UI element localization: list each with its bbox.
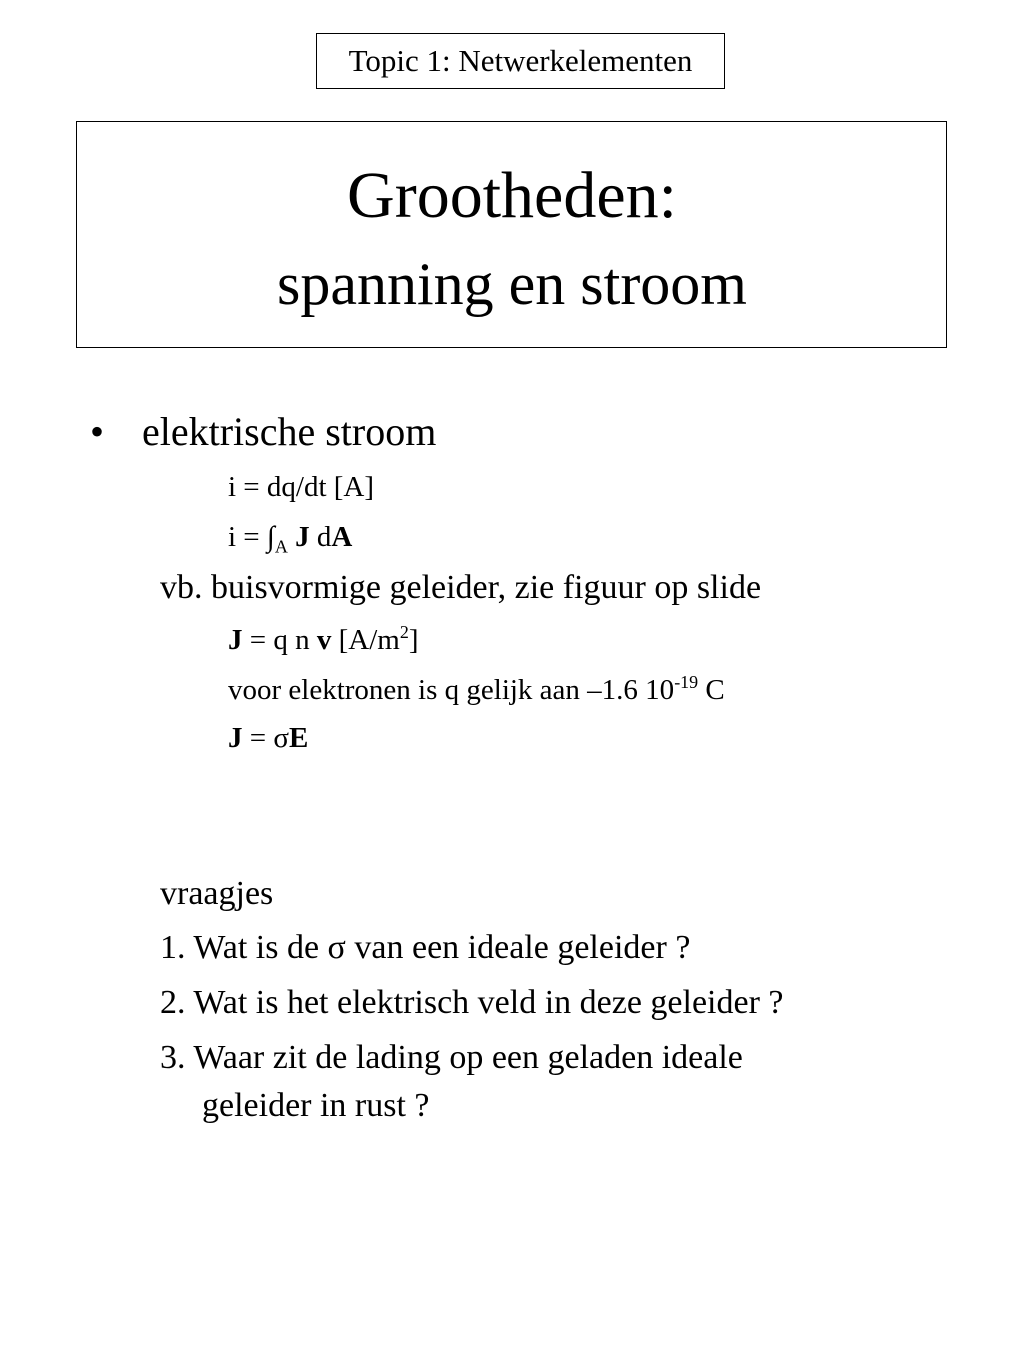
electron-charge-main: voor elektronen is q gelijk aan –1.6 10: [228, 674, 675, 706]
bullet-marker: •: [90, 409, 105, 454]
symbol-J: J: [228, 624, 243, 656]
topic-label: Topic 1: Netwerkelementen: [316, 33, 725, 89]
example-text: vb. buisvormige geleider, zie figuur op slide: [160, 569, 762, 606]
question-3-line-1: 3. Waar zit de lading op een geladen ideale: [160, 1039, 743, 1076]
integral-subscript: A: [274, 536, 288, 557]
formula-i-derivative: i = dq/dt [A]: [228, 471, 375, 503]
symbol-J: J: [295, 521, 310, 553]
question-2: 2. Wat is het elektrisch veld in deze geleider ?: [160, 984, 784, 1021]
formula-unit: [A/m: [331, 624, 400, 656]
question-3-line-2: geleider in rust ?: [202, 1087, 430, 1124]
page-title: Grootheden:: [347, 159, 677, 232]
integral-prefix: i = ∫: [228, 521, 275, 553]
formula-unit-close: ]: [408, 624, 419, 656]
formula-i-integral: [228, 520, 353, 557]
formula-current-density: [228, 623, 418, 657]
bullet-text: elektrische stroom: [142, 409, 437, 454]
questions-heading: vraagjes: [160, 875, 274, 912]
formula-mid: = q n: [242, 624, 317, 656]
symbol-E: E: [289, 722, 309, 754]
symbol-J: J: [228, 722, 243, 754]
electron-charge-text: [228, 673, 725, 707]
page-subtitle: spanning en stroom: [277, 251, 747, 317]
question-1: 1. Wat is de σ van een ideale geleider ?: [160, 929, 691, 966]
formula-ohm-law: [228, 721, 308, 755]
symbol-v: v: [316, 624, 332, 656]
electron-charge-exponent: -19: [674, 672, 699, 693]
formula-mid: = σ: [242, 722, 289, 754]
symbol-A: A: [331, 521, 353, 553]
unit-exponent: 2: [399, 622, 409, 643]
electron-charge-unit: C: [698, 674, 725, 706]
integral-d: d: [309, 521, 332, 553]
